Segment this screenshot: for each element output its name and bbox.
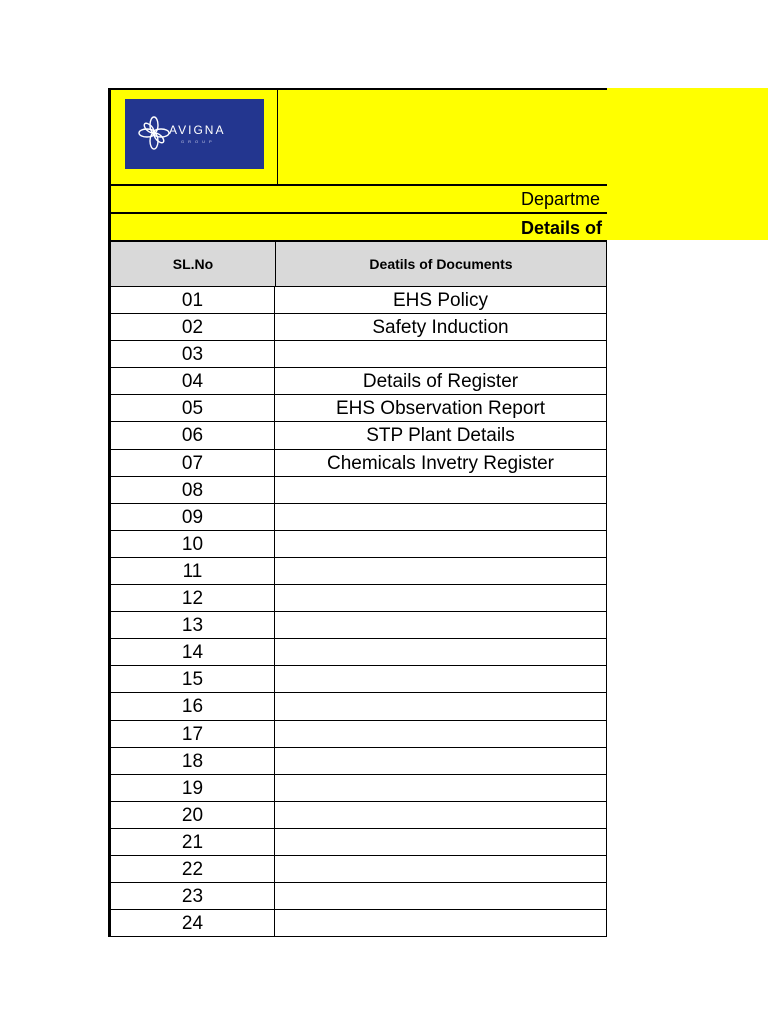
cell-document[interactable] (275, 748, 606, 774)
cell-sl-no[interactable]: 17 (111, 721, 275, 747)
table-row (108, 721, 607, 748)
header-documents: Deatils of Documents (369, 256, 513, 272)
cell-sl-no[interactable]: 22 (111, 856, 275, 882)
table-row (108, 856, 607, 883)
cell-document[interactable] (275, 666, 606, 692)
cell-document[interactable]: EHS Observation Report (335, 398, 546, 420)
cell-sl-no[interactable]: 07 (111, 450, 275, 476)
cell-sl-no[interactable]: 15 (111, 666, 275, 692)
table-row (108, 910, 607, 937)
table-row (108, 883, 607, 910)
table-row (108, 477, 607, 504)
table-row (108, 504, 607, 531)
cell-document[interactable] (275, 558, 606, 584)
table-row (108, 829, 607, 856)
cell-document[interactable]: Chemicals Invetry Register (326, 452, 555, 474)
header-sl-no: SL.No (111, 242, 276, 286)
cell-document[interactable] (275, 802, 606, 828)
cell-sl-no[interactable]: 21 (111, 829, 275, 855)
table-row (108, 395, 607, 422)
highlight-band (607, 88, 768, 240)
cell-sl-no[interactable]: 10 (111, 531, 275, 557)
table-row (108, 422, 607, 449)
cell-sl-no[interactable]: 20 (111, 802, 275, 828)
cell-document[interactable]: STP Plant Details (366, 425, 515, 447)
cell-sl-no[interactable]: 09 (111, 504, 275, 530)
cell-sl-no[interactable]: 19 (111, 775, 275, 801)
table-body (108, 287, 607, 937)
cell-document[interactable] (275, 531, 606, 557)
company-logo (125, 99, 264, 169)
logo-wordmark: AVIGNA (169, 123, 226, 137)
cell-sl-no[interactable]: 13 (111, 612, 275, 638)
table-row (108, 775, 607, 802)
table-row (108, 341, 607, 368)
cell-sl-no[interactable]: 08 (111, 477, 275, 503)
cell-sl-no[interactable]: 12 (111, 585, 275, 611)
cell-sl-no[interactable]: 14 (111, 639, 275, 665)
cell-document[interactable]: Safety Induction (372, 317, 509, 339)
details-title: Details of (521, 218, 603, 238)
cell-document[interactable] (275, 775, 606, 801)
cell-sl-no[interactable]: 01 (111, 287, 275, 313)
table-row (108, 558, 607, 585)
table-row (108, 287, 607, 314)
table-row (108, 639, 607, 666)
cell-sl-no[interactable]: 02 (111, 314, 275, 340)
table-row (108, 666, 607, 693)
cell-document[interactable] (275, 639, 606, 665)
cell-document[interactable] (275, 612, 606, 638)
cell-document[interactable] (275, 721, 606, 747)
cell-sl-no[interactable]: 18 (111, 748, 275, 774)
cell-document[interactable] (275, 341, 606, 367)
cell-document[interactable] (275, 856, 606, 882)
department-band (108, 184, 607, 212)
logo-cell (111, 90, 278, 184)
table-row (108, 612, 607, 639)
table-row (108, 368, 607, 395)
table-row (108, 314, 607, 341)
details-band (108, 212, 607, 241)
table-row (108, 693, 607, 720)
table-header (108, 240, 607, 287)
cell-sl-no[interactable]: 04 (111, 368, 275, 394)
cell-document[interactable] (275, 693, 606, 719)
cell-sl-no[interactable]: 23 (111, 883, 275, 909)
cell-document[interactable] (275, 829, 606, 855)
logo-row (108, 88, 607, 184)
cell-document[interactable] (275, 477, 606, 503)
cell-sl-no[interactable]: 24 (111, 910, 275, 936)
logo-subtext: GROUP (181, 139, 216, 144)
table-row (108, 748, 607, 775)
cell-sl-no[interactable]: 16 (111, 693, 275, 719)
cell-document[interactable] (275, 585, 606, 611)
cell-sl-no[interactable]: 11 (111, 558, 275, 584)
table-row (108, 802, 607, 829)
cell-document[interactable] (275, 504, 606, 530)
cell-document[interactable] (275, 883, 606, 909)
cell-document[interactable]: EHS Policy (392, 290, 489, 311)
cell-sl-no[interactable]: 03 (111, 341, 275, 367)
table-row (108, 450, 607, 477)
table-row (108, 585, 607, 612)
table-row (108, 531, 607, 558)
cell-document[interactable]: Details of Register (362, 371, 519, 393)
cell-document[interactable] (275, 910, 606, 936)
cell-sl-no[interactable]: 06 (111, 422, 275, 448)
department-text: Departme (521, 189, 601, 209)
cell-sl-no[interactable]: 05 (111, 395, 275, 421)
